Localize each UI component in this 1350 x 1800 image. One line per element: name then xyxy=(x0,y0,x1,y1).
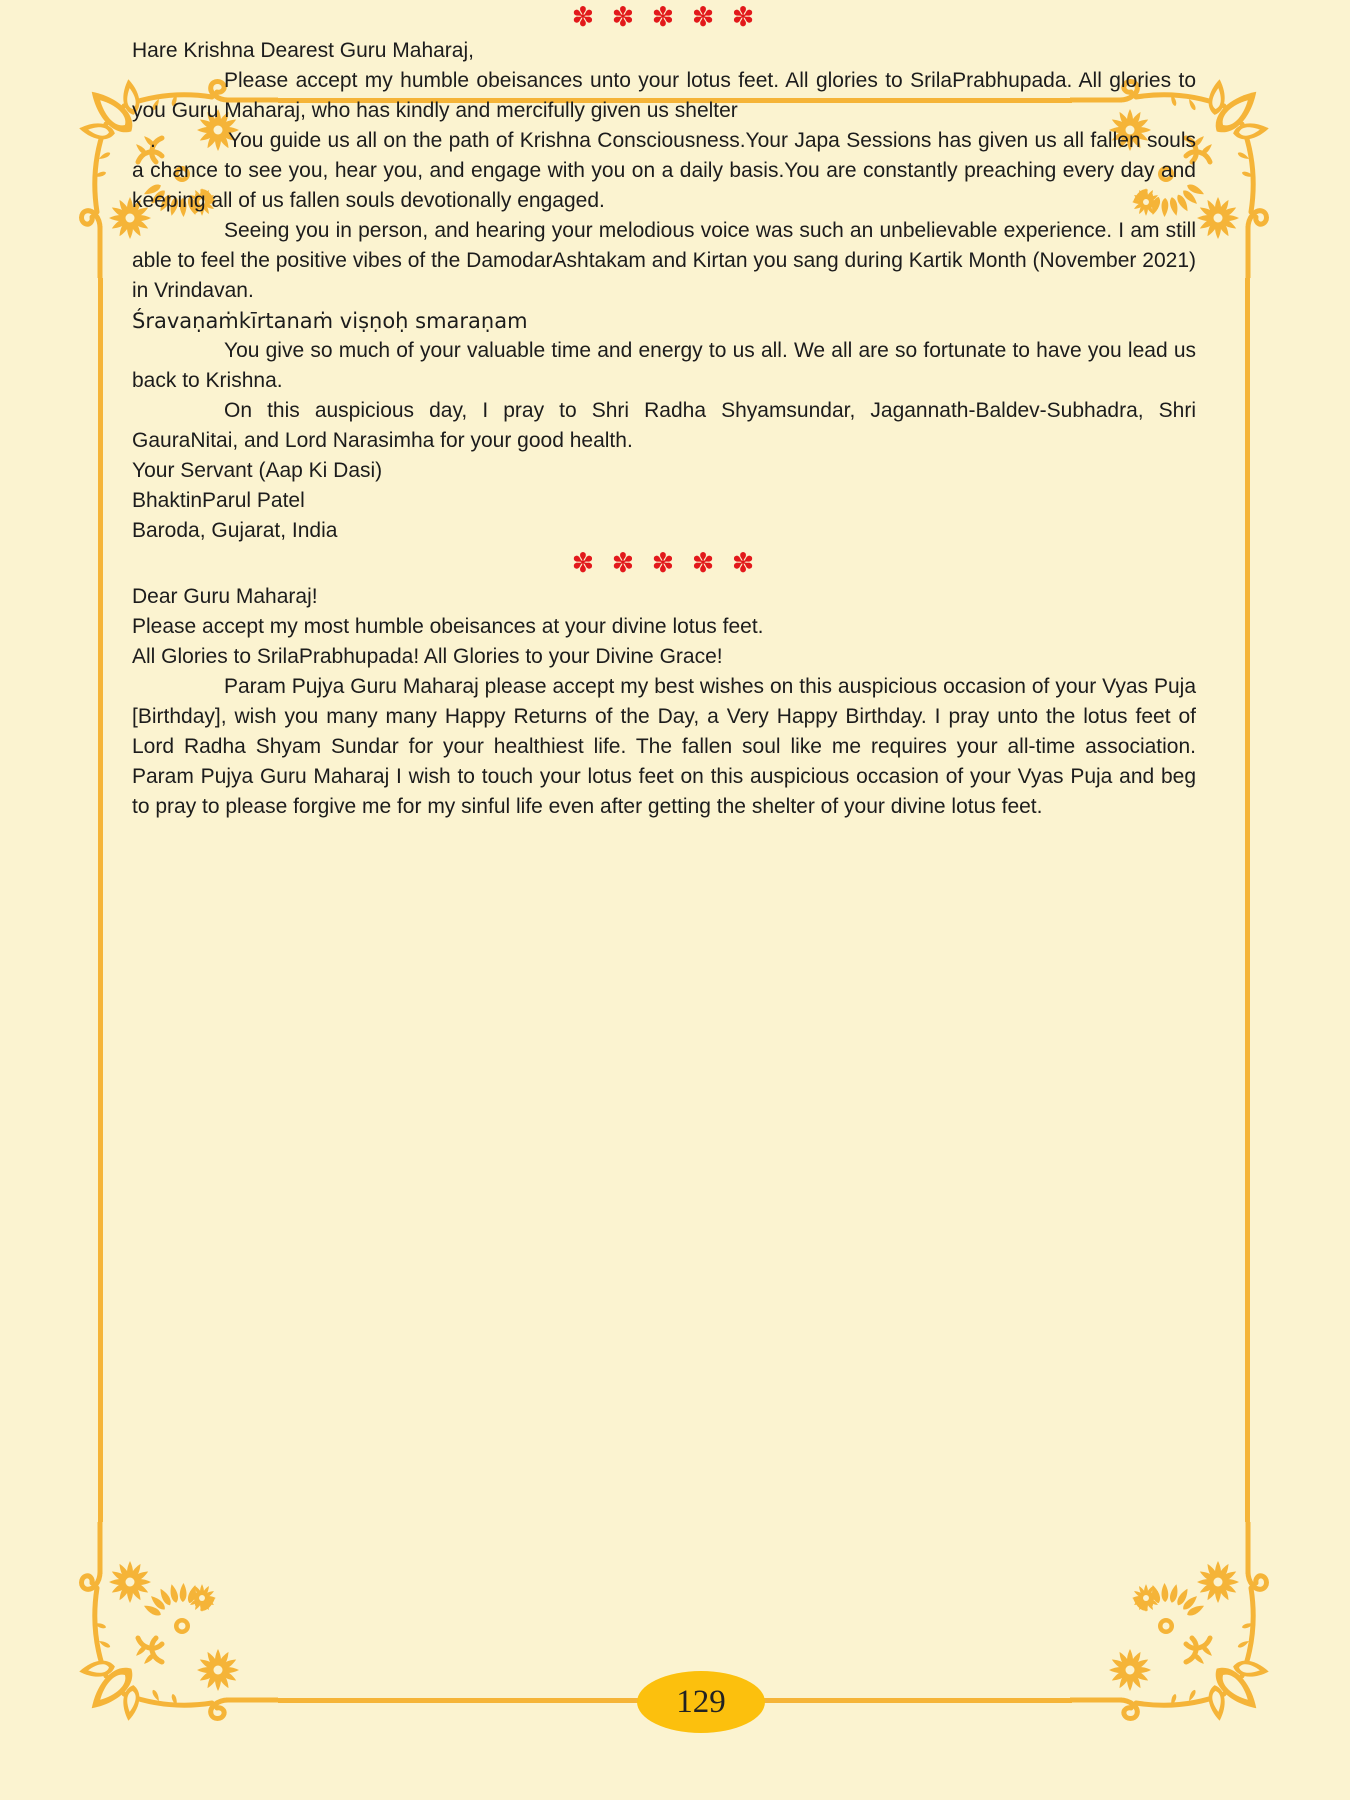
letter2-line-2: All Glories to SrilaPrabhupada! All Glories to your Divine Grace! xyxy=(132,645,723,668)
star-divider: ✽ ✽ ✽ ✽ ✽ xyxy=(571,2,757,33)
page-content xyxy=(132,0,1196,822)
letter1-paragraph-5: On this auspicious day, I pray to Shri Radha Shyamsundar, Jagannath-Baldev-Subhadra, Shri GauraNitai, and Lord Narasimha for your good health. xyxy=(132,399,1196,452)
letter1-paragraph-2-text: You guide us all on the path of Krishna Consciousness.Your Japa Sessions has given us all fallen souls a chance to see you, hear you, and engage with you on a daily basis.You are constantly preaching every day and keeping all of us fallen souls devotionally engaged. xyxy=(132,129,1196,212)
frame-border-right xyxy=(1245,278,1250,1522)
floral-corner-bottom-right-icon xyxy=(1070,1522,1270,1722)
star-divider: ✽ ✽ ✽ ✽ ✽ xyxy=(571,548,757,579)
page-number-badge xyxy=(637,1671,765,1733)
floral-corner-bottom-left-icon xyxy=(78,1522,278,1722)
letter1-paragraph-2 xyxy=(132,126,1196,216)
letter1-paragraph-4: You give so much of your valuable time and energy to us all. We all are so fortunate to have you lead us back to Krishna. xyxy=(132,339,1196,392)
sanskrit-verse: Śravaṇaṁkīrtanaṁ viṣṇoḥ smaraṇam xyxy=(132,309,528,333)
letter2-salutation: Dear Guru Maharaj! xyxy=(132,585,318,608)
letter1-location: Baroda, Gujarat, India xyxy=(132,519,338,542)
letter2-line-1: Please accept my most humble obeisances at your divine lotus feet. xyxy=(132,615,764,638)
letter1-signoff: Your Servant (Aap Ki Dasi) xyxy=(132,459,383,482)
letter1-paragraph-3: Seeing you in person, and hearing your melodious voice was such an unbelievable experience. I am still able to feel the positive vibes of the DamodarAshtakam and Kirtan you sang during Kartik Month (November 2021) in Vrindavan. xyxy=(132,219,1196,302)
letter2-paragraph-1: Param Pujya Guru Maharaj please accept my best wishes on this auspicious occasion of your Vyas Puja [Birthday], wish you many many Happy Returns of the Day, a Very Happy Birthday. I pray unto the lotus feet of Lord Radha Shyam Sundar for your healthiest life. The fallen soul like me requires your all-time association. Param Pujya Guru Maharaj I wish to touch your lotus feet on this auspicious occasion of your Vyas Puja and beg to pray to please forgive me for my sinful life even after getting the shelter of your divine lotus feet. xyxy=(132,675,1196,818)
letter1-salutation: Hare Krishna Dearest Guru Maharaj, xyxy=(132,39,474,62)
paragraph-lead-period: . xyxy=(150,129,156,152)
letter1-paragraph-1: Please accept my humble obeisances unto your lotus feet. All glories to SrilaPrabhupada. All glories to you Guru Maharaj, who has kindly and mercifully given us shelter xyxy=(132,69,1196,122)
page-number: 129 xyxy=(676,1683,726,1720)
letter1-signature: BhaktinParul Patel xyxy=(132,489,305,512)
frame-border-left xyxy=(98,278,103,1522)
